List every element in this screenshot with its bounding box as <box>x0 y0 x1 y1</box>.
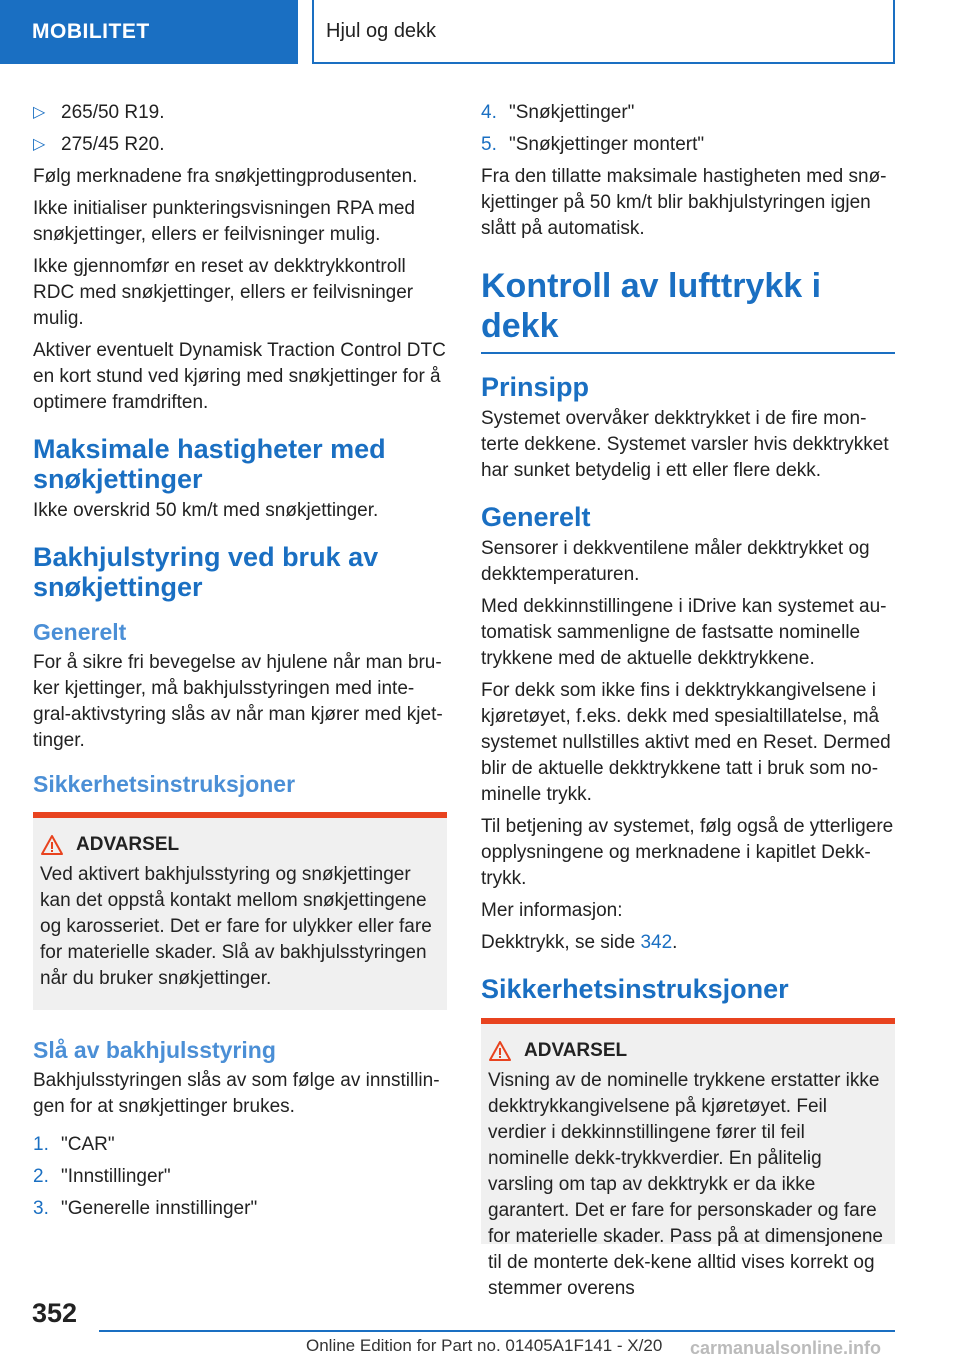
chapter-title: Hjul og dekk <box>312 0 895 64</box>
page-link[interactable]: 342 <box>640 932 673 953</box>
heading-max-speed: Maksimale hastigheter med snøkjettinger <box>33 434 386 494</box>
heading-safety: Sikkerhetsinstruksjoner <box>33 771 296 797</box>
paragraph-reference: Dekktrykk, se side 342. <box>481 932 678 953</box>
heading-safety: Sikkerhetsinstruksjoner <box>481 974 789 1004</box>
warning-title: ADVARSEL <box>40 832 439 858</box>
triangle-bullet-icon: ▷ <box>33 136 46 153</box>
right-column <box>481 100 895 1299</box>
warning-text: Ved aktivert bakhjulsstyring og snøkjettinger kan det oppstå kontakt mellom snøkjettingene og karosseriet. Det er fare for ulykker eller fare for materielle skader. Slå av bakhjulsstyringen når du bruker snøkjettinger. <box>40 864 432 989</box>
heading-rear-steering: Bakhjulstyring ved bruk av snøkjettinger <box>33 542 379 602</box>
paragraph: Til betjening av systemet, følg også de ytterligere opplysningene og merknadene i kapitlet Dekk-trykk. <box>481 816 894 889</box>
warning-title: ADVARSEL <box>488 1038 887 1064</box>
list-item: ▷ 275/45 R20. <box>33 132 447 158</box>
step-item: 4. "Snøkjettinger" <box>481 102 635 123</box>
step-item: 1. "CAR" <box>33 1134 115 1155</box>
left-column <box>33 100 447 1228</box>
paragraph: Ikke overskrid 50 km/t med snøkjettinger. <box>33 500 379 521</box>
paragraph: Med dekkinnstillingene i iDrive kan systemet au-tomatisk sammenligne de fastsatte nominelle trykkene med de aktuelle dekktrykkene. <box>481 596 887 669</box>
paragraph: Ikke initialiser punkteringsvisningen RPA med snøkjettinger, ellers er feilvisninger mulig. <box>33 198 415 245</box>
section-tab[interactable]: MOBILITET <box>0 0 298 64</box>
heading-disable-rear-steering: Slå av bakhjulsstyring <box>33 1037 276 1063</box>
paragraph: Mer informasjon: <box>481 900 623 921</box>
heading-general: Generelt <box>33 619 127 645</box>
paragraph: Ikke gjennomfør en reset av dekktrykkontroll RDC med snøkjettinger, ellers er feilvisninger mulig. <box>33 256 414 329</box>
paragraph: Følg merknadene fra snøkjettingprodusenten. <box>33 166 418 187</box>
paragraph: Fra den tillatte maksimale hastigheten med snø-kjettinger på 50 km/t blir bakhjulstyringen igjen slått på automatisk. <box>481 166 887 239</box>
step-item: 5. "Snøkjettinger montert" <box>481 134 705 155</box>
warning-box <box>33 812 447 1010</box>
footer-edition: Online Edition for Part no. 01405A1F141 - X/20 <box>306 1336 663 1355</box>
watermark: carmanualsonline.info <box>690 1338 882 1358</box>
warning-triangle-icon <box>488 1038 524 1064</box>
list-item: ▷ 265/50 R19. <box>33 100 447 126</box>
paragraph: For dekk som ikke fins i dekktrykkangivelsene i kjøretøyet, f.eks. dekk med spesialtillatelse, må systemet nullstilles aktivt med en Reset. Dermed blir de aktuelle dekktrykkene tatt i bruk som no-minelle trykk. <box>481 680 891 805</box>
heading-general: Generelt <box>481 502 591 532</box>
warning-box <box>481 1018 895 1299</box>
step-item: 2. "Innstillinger" <box>33 1166 171 1187</box>
paragraph: Systemet overvåker dekktrykket i de fire mon-terte dekkene. Systemet varsler hvis dekktrykket har sunket betydelig i ett eller flere dekk. <box>481 408 889 481</box>
paragraph: For å sikre fri bevegelse av hjulene når man bru-ker kjettinger, må bakhjulsstyringen med inte-gral-aktivstyring slås av når man kjører med kjet-tinger. <box>33 652 443 751</box>
warning-triangle-icon <box>40 832 76 858</box>
footer-divider <box>99 1330 895 1332</box>
warning-text: Visning av de nominelle trykkene erstatter ikke dekktrykkangivelsene på kjøretøyet. Feil verdier i dekkinnstillingene fører til feil nominelle dekk-trykkverdier. En pålitelig varsling om tap av dekktrykk er da ikke garantert. Det er fare for personskader og fare for materielle skader. Pass på at dimensjonene til de monterte dek-kene alltid vises korrekt og stemmer overens <box>488 1070 883 1299</box>
step-item: 3. "Generelle innstillinger" <box>33 1198 258 1219</box>
triangle-bullet-icon: ▷ <box>33 104 46 121</box>
paragraph: Bakhjulsstyringen slås av som følge av innstillin-gen for at snøkjettinger brukes. <box>33 1070 440 1117</box>
paragraph: Aktiver eventuelt Dynamisk Traction Control DTC en kort stund ved kjøring med snøkjettinger for å optimere framdriften. <box>33 340 446 413</box>
page-number: 352 <box>32 1298 78 1328</box>
paragraph: Sensorer i dekkventilene måler dekktrykket og dekktemperaturen. <box>481 538 870 585</box>
chapter-heading-tire-pressure: Kontroll av lufttrykk i dekk <box>481 266 895 354</box>
heading-principle: Prinsipp <box>481 372 590 402</box>
